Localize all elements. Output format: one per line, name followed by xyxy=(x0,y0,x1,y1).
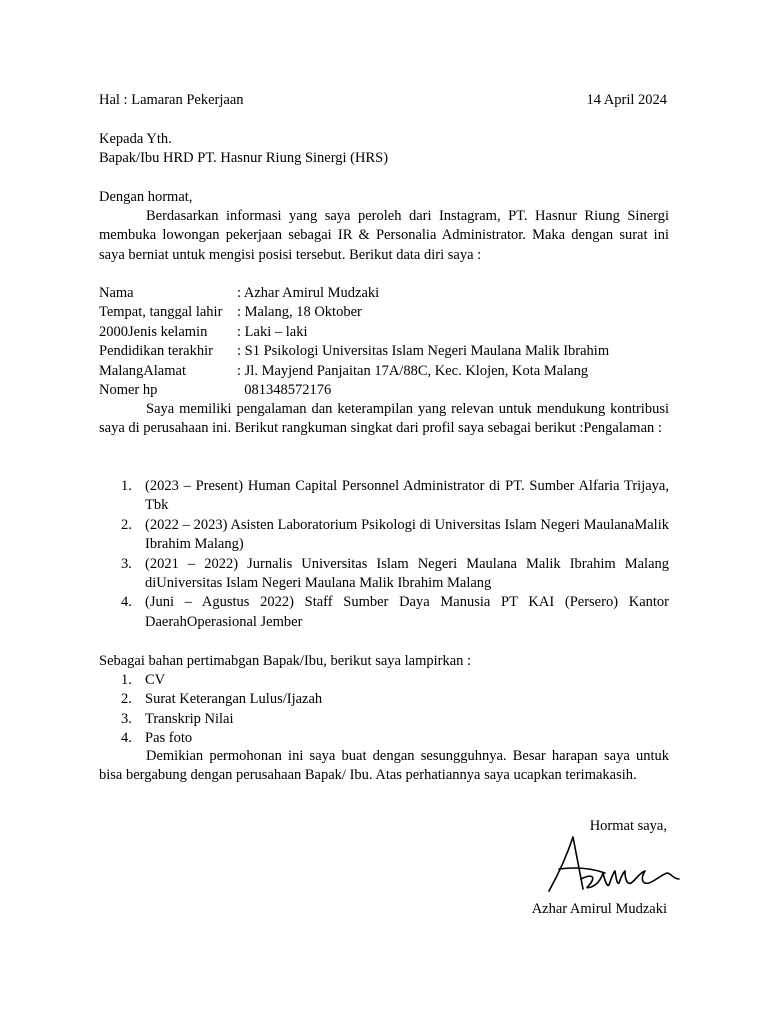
experience-list xyxy=(99,477,669,632)
list-number: 4. xyxy=(121,730,132,747)
list-item xyxy=(99,729,669,748)
greeting: Dengan hormat, xyxy=(99,189,193,205)
personal-row xyxy=(99,284,379,303)
signoff: Hormat saya, xyxy=(589,818,667,834)
list-number: 2. xyxy=(121,691,132,708)
list-text: (2021 – 2022) Jurnalis Universitas Islam Negeri Maulana Malik Ibrahim Malang diUniversitas Islam Negeri Maulana Malik Ibrahim Malang xyxy=(145,555,669,592)
list-number: 1. xyxy=(121,478,132,494)
personal-row xyxy=(99,381,331,400)
closing-text: Demikian permohonan ini saya buat dengan sesungguhnya. Besar harapan saya untuk bisa bergabung dengan perusahaan Bapak/ Ibu. Atas perhatiannya saya ucapkan terimakasih. xyxy=(99,748,669,784)
personal-label: Tempat, tanggal lahir xyxy=(99,304,223,321)
list-text: (2023 – Present) Human Capital Personnel Administrator di PT. Sumber Alfaria Trijaya, Tbk xyxy=(145,478,669,514)
personal-value: : Laki – laki xyxy=(237,323,308,340)
list-number: 3. xyxy=(121,710,132,727)
personal-label: MalangAlamat xyxy=(99,362,186,379)
recipient-salutation: Kepada Yth. xyxy=(99,131,172,147)
experience-intro-paragraph xyxy=(99,400,669,439)
list-item xyxy=(99,555,669,594)
list-text: Surat Keterangan Lulus/Ijazah xyxy=(145,691,323,708)
personal-label: 2000Jenis kelamin xyxy=(99,323,208,340)
personal-value: 081348572176 xyxy=(237,382,332,398)
list-item xyxy=(99,516,669,555)
list-number: 2. xyxy=(121,516,132,533)
list-item xyxy=(99,593,669,632)
personal-value: : Azhar Amirul Mudzaki xyxy=(237,285,380,301)
personal-row xyxy=(99,342,609,361)
list-item xyxy=(99,690,669,709)
attachments-list xyxy=(99,671,669,749)
subject-line: Hal : Lamaran Pekerjaan xyxy=(99,92,244,108)
personal-row xyxy=(99,303,362,322)
signature-icon xyxy=(545,835,685,897)
personal-value: : Jl. Mayjend Panjaitan 17A/88C, Kec. Klojen, Kota Malang xyxy=(237,362,589,379)
personal-label: Nama xyxy=(99,285,134,301)
list-item xyxy=(99,477,669,516)
attachments-intro: Sebagai bahan pertimabgan Bapak/Ibu, berikut saya lampirkan : xyxy=(99,653,472,669)
signer-name: Azhar Amirul Mudzaki xyxy=(531,901,667,917)
personal-label: Pendidikan terakhir xyxy=(99,343,213,360)
list-text: Transkrip Nilai xyxy=(145,710,234,727)
list-item xyxy=(99,671,669,690)
personal-value: : Malang, 18 Oktober xyxy=(237,304,362,321)
recipient-name: Bapak/Ibu HRD PT. Hasnur Riung Sinergi (HRS) xyxy=(99,150,389,166)
personal-label: Nomer hp xyxy=(99,382,158,398)
list-text: Pas foto xyxy=(145,730,193,747)
list-number: 1. xyxy=(121,672,132,688)
list-text: CV xyxy=(145,672,166,688)
personal-value: : S1 Psikologi Universitas Islam Negeri Maulana Malik Ibrahim xyxy=(237,343,610,360)
experience-intro-text: Saya memiliki pengalaman dan keterampilan yang relevan untuk mendukung kontribusi saya di perusahaan ini. Berikut rangkuman singkat dari profil saya sebagai berikut :Pengalaman : xyxy=(99,401,669,437)
list-number: 3. xyxy=(121,555,132,572)
letter-date: 14 April 2024 xyxy=(586,92,667,108)
list-text: (Juni – Agustus 2022) Staff Sumber Daya Manusia PT KAI (Persero) Kantor DaerahOperasional Jember xyxy=(145,594,669,630)
intro-paragraph xyxy=(99,207,669,265)
list-item xyxy=(99,710,669,729)
personal-row xyxy=(99,362,588,381)
personal-row xyxy=(99,323,307,342)
list-text: (2022 – 2023) Asisten Laboratorium Psikologi di Universitas Islam Negeri MaulanaMalik Ibrahim Malang) xyxy=(145,516,669,553)
intro-text: Berdasarkan informasi yang saya peroleh dari Instagram, PT. Hasnur Riung Sinergi membuka lowongan pekerjaan sebagai IR & Personalia Administrator. Maka dengan surat ini saya berniat untuk mengisi posisi tersebut. Berikut data diri saya : xyxy=(99,208,669,263)
list-number: 4. xyxy=(121,594,132,611)
closing-paragraph xyxy=(99,747,669,786)
